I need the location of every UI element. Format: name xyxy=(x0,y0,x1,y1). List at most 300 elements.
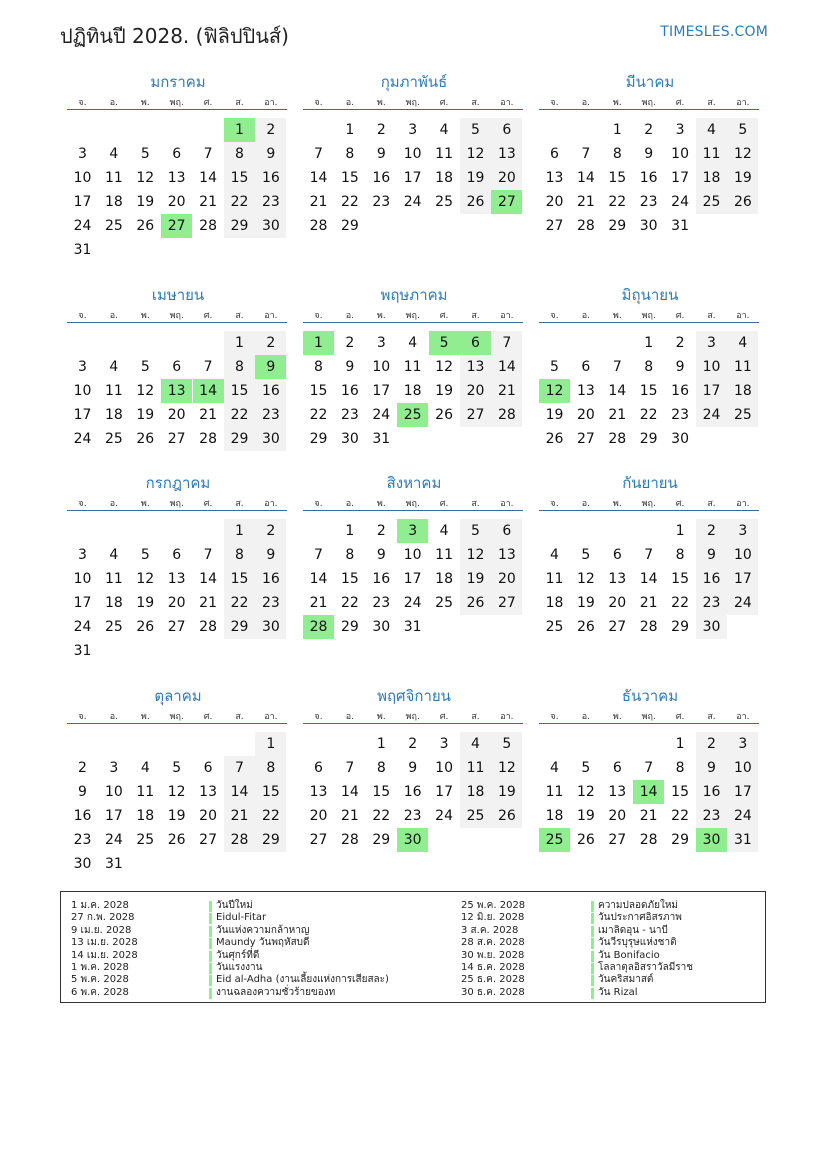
day-cell: 17 xyxy=(727,567,758,591)
day-cell: 17 xyxy=(372,383,391,399)
day-cell: 5 xyxy=(140,146,150,162)
day-cell: 24 xyxy=(727,804,758,828)
day-cell: 21 xyxy=(340,808,359,824)
weekday-header: อา. xyxy=(264,712,278,722)
holiday-day-cell: 1 xyxy=(224,118,255,142)
day-cell: 25 xyxy=(104,619,123,635)
weekday-header: ส. xyxy=(471,98,480,108)
day-cell: 29 xyxy=(255,828,286,852)
day-cell: 8 xyxy=(376,760,386,776)
day-cell: 18 xyxy=(104,595,123,611)
legend-holiday-marker xyxy=(591,913,594,924)
day-cell: 15 xyxy=(372,784,391,800)
day-cell: 27 xyxy=(167,619,186,635)
day-cell: 31 xyxy=(671,218,689,234)
day-cell: 3 xyxy=(408,122,418,138)
day-cell: 22 xyxy=(255,804,286,828)
day-cell: 26 xyxy=(136,619,155,635)
day-cell: 17 xyxy=(727,780,758,804)
day-cell: 2 xyxy=(696,732,727,756)
day-cell: 17 xyxy=(403,170,422,186)
day-cell: 16 xyxy=(696,780,727,804)
day-cell: 19 xyxy=(727,166,758,190)
day-cell: 12 xyxy=(435,359,453,375)
legend-holiday-name: Maundy วันพฤหัสบดี xyxy=(216,937,310,949)
day-cell: 11 xyxy=(104,170,123,186)
weekday-header: อ. xyxy=(581,499,591,509)
day-cell: 7 xyxy=(581,146,591,162)
day-cell: 29 xyxy=(340,218,359,234)
day-cell: 10 xyxy=(403,547,422,563)
day-cell: 26 xyxy=(545,431,564,447)
weekday-header: อา. xyxy=(500,311,514,321)
day-cell: 8 xyxy=(255,756,286,780)
day-cell: 24 xyxy=(727,591,758,615)
holiday-day-cell: 5 xyxy=(429,331,460,355)
legend-holiday-name: Eidul-Fitar xyxy=(216,912,267,924)
day-cell: 12 xyxy=(167,784,186,800)
day-cell: 9 xyxy=(255,142,286,166)
day-cell: 9 xyxy=(644,146,654,162)
day-cell: 19 xyxy=(545,407,564,423)
day-cell: 20 xyxy=(167,595,186,611)
weekday-header: จ. xyxy=(78,712,87,722)
day-cell: 10 xyxy=(435,760,453,776)
weekday-header: ส. xyxy=(471,712,480,722)
day-cell: 25 xyxy=(435,194,453,210)
day-cell: 19 xyxy=(136,407,155,423)
day-cell: 23 xyxy=(73,832,92,848)
legend-holiday-name: ความปลอดภัยใหม่ xyxy=(598,900,679,911)
day-cell: 21 xyxy=(199,407,217,423)
day-cell: 25 xyxy=(435,595,453,611)
holiday-day-cell: 27 xyxy=(491,190,522,214)
legend-holiday-marker xyxy=(209,938,212,949)
day-cell: 30 xyxy=(73,856,92,872)
day-cell: 29 xyxy=(671,619,689,635)
day-cell: 4 xyxy=(727,331,758,355)
day-cell: 21 xyxy=(224,804,255,828)
day-cell: 2 xyxy=(255,118,286,142)
weekday-header: พฤ. xyxy=(641,311,656,321)
day-cell: 7 xyxy=(314,547,323,563)
weekday-header: ส. xyxy=(707,311,716,321)
day-cell: 14 xyxy=(491,355,522,379)
weekday-header: อา. xyxy=(736,499,750,509)
day-cell: 24 xyxy=(696,403,727,427)
day-cell: 11 xyxy=(545,571,564,587)
day-cell: 29 xyxy=(224,615,255,639)
day-cell: 12 xyxy=(136,383,155,399)
day-cell: 28 xyxy=(639,619,658,635)
day-cell: 18 xyxy=(136,808,155,824)
day-cell: 1 xyxy=(644,335,654,351)
day-cell: 11 xyxy=(545,784,564,800)
day-cell: 21 xyxy=(199,595,217,611)
legend-date: 5 พ.ค. 2028 xyxy=(71,974,129,986)
day-cell: 17 xyxy=(696,379,727,403)
day-cell: 30 xyxy=(372,619,391,635)
day-cell: 27 xyxy=(199,832,217,848)
day-cell: 15 xyxy=(224,166,255,190)
day-cell: 9 xyxy=(696,543,727,567)
weekday-header: อ. xyxy=(345,499,355,509)
day-cell: 26 xyxy=(435,407,453,423)
day-cell: 20 xyxy=(199,808,217,824)
day-cell: 28 xyxy=(199,431,217,447)
day-cell: 1 xyxy=(675,523,685,539)
weekday-header: อา. xyxy=(500,712,514,722)
weekday-header: จ. xyxy=(550,712,559,722)
day-cell: 4 xyxy=(408,335,418,351)
day-cell: 13 xyxy=(460,355,491,379)
day-cell: 3 xyxy=(696,331,727,355)
header-rule xyxy=(539,723,759,724)
day-cell: 25 xyxy=(136,832,155,848)
day-cell: 11 xyxy=(435,547,453,563)
day-cell: 5 xyxy=(140,359,150,375)
day-cell: 23 xyxy=(696,804,727,828)
legend-date: 1 ม.ค. 2028 xyxy=(71,900,129,911)
day-cell: 3 xyxy=(109,760,119,776)
weekday-header: จ. xyxy=(78,499,87,509)
weekday-header: พฤ. xyxy=(405,499,420,509)
day-cell: 1 xyxy=(255,732,286,756)
day-cell: 22 xyxy=(671,595,689,611)
day-cell: 8 xyxy=(314,359,323,375)
day-cell: 27 xyxy=(608,832,627,848)
weekday-header: ส. xyxy=(235,311,244,321)
day-cell: 1 xyxy=(345,122,355,138)
weekday-header: อ. xyxy=(109,98,119,108)
weekday-header: จ. xyxy=(314,311,323,321)
weekday-header: อ. xyxy=(345,712,355,722)
weekday-header: อ. xyxy=(109,712,119,722)
day-cell: 16 xyxy=(696,567,727,591)
day-cell: 28 xyxy=(199,619,217,635)
day-cell: 16 xyxy=(639,170,658,186)
day-cell: 7 xyxy=(612,359,622,375)
holiday-day-cell: 25 xyxy=(397,403,428,427)
day-cell: 1 xyxy=(376,736,386,752)
day-cell: 11 xyxy=(435,146,453,162)
day-cell: 28 xyxy=(309,218,328,234)
weekday-header: ศ. xyxy=(439,712,449,722)
legend-holiday-name: วันประกาศอิสรภาพ xyxy=(598,912,682,924)
day-cell: 18 xyxy=(696,166,727,190)
weekday-header: อ. xyxy=(345,98,355,108)
month-name: มีนาคม xyxy=(625,73,675,91)
legend-date: 6 พ.ค. 2028 xyxy=(71,986,129,998)
legend-holiday-marker xyxy=(209,901,212,912)
day-cell: 19 xyxy=(136,595,155,611)
day-cell: 15 xyxy=(608,170,627,186)
weekday-header: อา. xyxy=(264,499,278,509)
weekday-header: ศ. xyxy=(439,98,449,108)
header-rule xyxy=(303,723,523,724)
day-cell: 6 xyxy=(550,146,559,162)
weekday-header: ส. xyxy=(707,98,716,108)
day-cell: 15 xyxy=(309,383,328,399)
legend-date: 9 เม.ย. 2028 xyxy=(71,924,132,936)
day-cell: 12 xyxy=(136,170,155,186)
day-cell: 6 xyxy=(203,760,213,776)
day-cell: 19 xyxy=(460,567,491,591)
day-cell: 31 xyxy=(73,242,92,258)
day-cell: 12 xyxy=(460,142,491,166)
month-name: กุมภาพันธ์ xyxy=(380,73,448,91)
day-cell: 25 xyxy=(727,403,758,427)
day-cell: 2 xyxy=(644,122,654,138)
day-cell: 25 xyxy=(460,804,491,828)
month-name: กรกฎาคม xyxy=(145,474,211,492)
day-cell: 10 xyxy=(73,383,92,399)
day-cell: 23 xyxy=(639,194,658,210)
weekday-header: พฤ. xyxy=(169,499,184,509)
legend-date: 12 มิ.ย. 2028 xyxy=(461,912,525,924)
day-cell: 22 xyxy=(340,194,359,210)
day-cell: 14 xyxy=(309,571,328,587)
day-cell: 5 xyxy=(460,118,491,142)
day-cell: 29 xyxy=(671,832,689,848)
day-cell: 15 xyxy=(224,379,255,403)
weekday-header: ส. xyxy=(707,712,716,722)
day-cell: 23 xyxy=(403,808,422,824)
holiday-legend xyxy=(60,891,766,1003)
legend-holiday-marker xyxy=(591,951,594,962)
day-cell: 4 xyxy=(550,760,559,776)
day-cell: 22 xyxy=(608,194,627,210)
holiday-day-cell: 28 xyxy=(303,615,334,639)
day-cell: 14 xyxy=(340,784,359,800)
weekday-header: พ. xyxy=(376,98,386,108)
day-cell: 23 xyxy=(372,194,391,210)
day-cell: 13 xyxy=(491,543,522,567)
legend-holiday-name: วันวีรบุรุษแห่งชาติ xyxy=(598,937,677,949)
brand-link[interactable]: TIMESLES.COM xyxy=(660,24,768,40)
day-cell: 16 xyxy=(255,379,286,403)
month-name: กันยายน xyxy=(622,474,678,492)
weekday-header: พ. xyxy=(140,311,150,321)
day-cell: 4 xyxy=(439,122,449,138)
day-cell: 5 xyxy=(727,118,758,142)
day-cell: 2 xyxy=(376,122,386,138)
header-rule xyxy=(539,109,759,110)
day-cell: 6 xyxy=(612,547,622,563)
weekday-header: พฤ. xyxy=(169,712,184,722)
legend-holiday-name: โลลาตุลอิสราวัลมีราช xyxy=(598,962,694,973)
day-cell: 26 xyxy=(491,804,522,828)
day-cell: 23 xyxy=(696,591,727,615)
legend-date: 3 ส.ค. 2028 xyxy=(461,924,519,936)
day-cell: 17 xyxy=(435,784,453,800)
day-cell: 9 xyxy=(376,547,386,563)
legend-holiday-name: วัน Rizal xyxy=(598,986,638,998)
day-cell: 4 xyxy=(550,547,559,563)
day-cell: 10 xyxy=(403,146,422,162)
weekday-header: ส. xyxy=(235,98,244,108)
day-cell: 28 xyxy=(491,403,522,427)
day-cell: 17 xyxy=(73,194,92,210)
day-cell: 1 xyxy=(224,331,255,355)
day-cell: 19 xyxy=(136,194,155,210)
day-cell: 22 xyxy=(224,403,255,427)
weekday-header: พฤ. xyxy=(641,98,656,108)
day-cell: 2 xyxy=(345,335,355,351)
day-cell: 2 xyxy=(255,331,286,355)
day-cell: 13 xyxy=(199,784,217,800)
weekday-header: จ. xyxy=(550,311,559,321)
day-cell: 1 xyxy=(675,736,685,752)
legend-holiday-name: งานฉลองความชั่วร้ายของท xyxy=(216,986,336,998)
day-cell: 30 xyxy=(255,427,286,451)
day-cell: 7 xyxy=(203,146,213,162)
day-cell: 23 xyxy=(372,595,391,611)
day-cell: 3 xyxy=(675,122,685,138)
day-cell: 16 xyxy=(255,166,286,190)
day-cell: 6 xyxy=(172,359,182,375)
day-cell: 11 xyxy=(104,571,123,587)
weekday-header: ศ. xyxy=(675,712,685,722)
legend-date: 25 ธ.ค. 2028 xyxy=(461,974,525,986)
weekday-header: พฤ. xyxy=(169,98,184,108)
day-cell: 22 xyxy=(224,591,255,615)
day-cell: 10 xyxy=(104,784,123,800)
day-cell: 1 xyxy=(612,122,622,138)
day-cell: 26 xyxy=(576,832,595,848)
weekday-header: พฤ. xyxy=(405,712,420,722)
day-cell: 19 xyxy=(491,780,522,804)
legend-date: 28 ส.ค. 2028 xyxy=(461,937,525,949)
weekday-header: ศ. xyxy=(439,311,449,321)
weekday-header: พ. xyxy=(140,712,150,722)
day-cell: 18 xyxy=(545,808,564,824)
day-cell: 7 xyxy=(491,331,522,355)
month-name: มกราคม xyxy=(150,73,206,91)
legend-date: 13 เม.ย. 2028 xyxy=(71,937,138,949)
day-cell: 3 xyxy=(78,146,87,162)
legend-holiday-marker xyxy=(209,988,212,999)
day-cell: 1 xyxy=(345,523,355,539)
day-cell: 6 xyxy=(581,359,591,375)
day-cell: 13 xyxy=(608,784,627,800)
weekday-header: พ. xyxy=(376,499,386,509)
day-cell: 11 xyxy=(727,355,758,379)
day-cell: 2 xyxy=(255,519,286,543)
day-cell: 1 xyxy=(224,519,255,543)
day-cell: 18 xyxy=(435,571,453,587)
day-cell: 5 xyxy=(491,732,522,756)
holiday-day-cell: 6 xyxy=(460,331,491,355)
day-cell: 8 xyxy=(675,547,685,563)
day-cell: 24 xyxy=(73,619,92,635)
day-cell: 12 xyxy=(136,571,155,587)
day-cell: 8 xyxy=(224,543,255,567)
day-cell: 2 xyxy=(696,519,727,543)
day-cell: 25 xyxy=(545,619,564,635)
day-cell: 28 xyxy=(340,832,359,848)
day-cell: 13 xyxy=(491,142,522,166)
day-cell: 8 xyxy=(675,760,685,776)
day-cell: 27 xyxy=(167,431,186,447)
day-cell: 31 xyxy=(727,828,758,852)
weekday-header: อา. xyxy=(736,98,750,108)
day-cell: 6 xyxy=(314,760,323,776)
day-cell: 19 xyxy=(576,808,595,824)
holiday-day-cell: 13 xyxy=(161,379,192,403)
legend-holiday-name: วันปีใหม่ xyxy=(216,900,253,911)
holiday-day-cell: 25 xyxy=(539,828,570,852)
legend-date: 14 ธ.ค. 2028 xyxy=(461,962,525,973)
day-cell: 26 xyxy=(167,832,186,848)
day-cell: 12 xyxy=(576,571,595,587)
day-cell: 9 xyxy=(696,756,727,780)
day-cell: 7 xyxy=(203,547,213,563)
legend-holiday-marker xyxy=(591,926,594,937)
day-cell: 28 xyxy=(199,218,217,234)
day-cell: 22 xyxy=(224,190,255,214)
day-cell: 14 xyxy=(224,780,255,804)
day-cell: 15 xyxy=(255,780,286,804)
day-cell: 26 xyxy=(136,218,155,234)
day-cell: 4 xyxy=(109,547,119,563)
day-cell: 20 xyxy=(545,194,564,210)
day-cell: 30 xyxy=(255,615,286,639)
day-cell: 26 xyxy=(576,619,595,635)
legend-holiday-marker xyxy=(591,988,594,999)
day-cell: 18 xyxy=(727,379,758,403)
day-cell: 17 xyxy=(671,170,689,186)
day-cell: 21 xyxy=(639,808,658,824)
weekday-header: อ. xyxy=(109,499,119,509)
day-cell: 25 xyxy=(104,431,123,447)
weekday-header: ศ. xyxy=(203,499,213,509)
day-cell: 10 xyxy=(696,355,727,379)
day-cell: 7 xyxy=(203,359,213,375)
day-cell: 11 xyxy=(403,359,422,375)
day-cell: 27 xyxy=(545,218,564,234)
weekday-header: จ. xyxy=(314,712,323,722)
day-cell: 24 xyxy=(403,595,422,611)
day-cell: 22 xyxy=(309,407,328,423)
weekday-header: พ. xyxy=(612,311,622,321)
weekday-header: จ. xyxy=(550,98,559,108)
day-cell: 3 xyxy=(376,335,386,351)
day-cell: 25 xyxy=(696,190,727,214)
holiday-day-cell: 3 xyxy=(397,519,428,543)
month-name: มิถุนายน xyxy=(621,286,679,304)
legend-date: 1 พ.ค. 2028 xyxy=(71,962,129,973)
day-cell: 24 xyxy=(671,194,689,210)
day-cell: 3 xyxy=(78,359,87,375)
day-cell: 16 xyxy=(372,571,391,587)
day-cell: 8 xyxy=(224,142,255,166)
day-cell: 28 xyxy=(608,431,627,447)
day-cell: 29 xyxy=(224,427,255,451)
weekday-header: อ. xyxy=(581,98,591,108)
day-cell: 9 xyxy=(345,359,355,375)
day-cell: 12 xyxy=(727,142,758,166)
legend-holiday-marker xyxy=(209,951,212,962)
day-cell: 7 xyxy=(644,547,654,563)
header-rule xyxy=(67,510,287,511)
day-cell: 5 xyxy=(172,760,182,776)
header-rule xyxy=(67,322,287,323)
legend-holiday-marker xyxy=(591,963,594,974)
legend-holiday-name: วันศุกร์ที่ดี xyxy=(216,949,260,961)
day-cell: 6 xyxy=(172,547,182,563)
day-cell: 15 xyxy=(671,571,689,587)
